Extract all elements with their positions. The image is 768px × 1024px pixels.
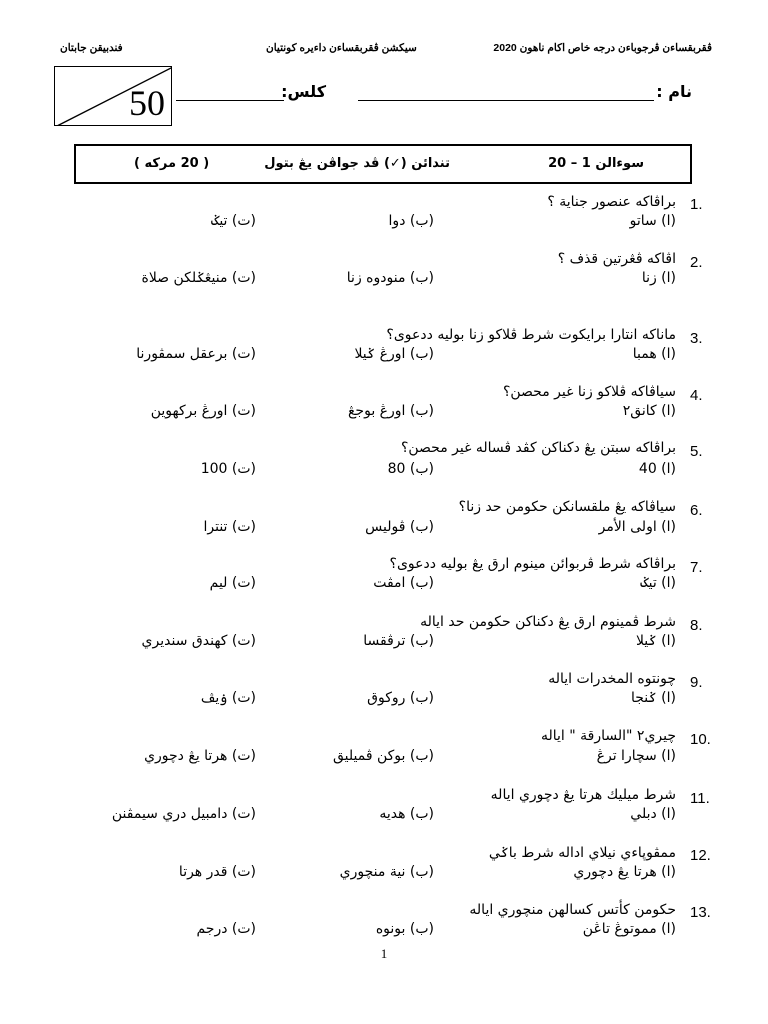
- question-number: 5.: [690, 443, 703, 460]
- question-number: 10.: [690, 731, 711, 748]
- question-text: اڤاکه ڤڠرتين قذف ؟: [557, 251, 676, 267]
- score-box: [54, 66, 172, 126]
- option-b[interactable]: (ب) بونوه: [375, 921, 434, 937]
- section-instruction: تندائن (✓) ڤد جواڤن يڠ بتول: [264, 156, 450, 171]
- question-text: حکومن کأتس کسالهن منچوري اياله: [469, 902, 676, 918]
- question-number: 6.: [690, 502, 703, 519]
- name-label: نام :: [656, 82, 692, 101]
- option-t[interactable]: (ت) ۏيڤ: [200, 690, 256, 706]
- header-section-name: سيكشن ڤقربقساءن داءيره کونتيان: [266, 42, 417, 54]
- question-number: 12.: [690, 847, 711, 864]
- option-t[interactable]: (ت) ليم: [209, 575, 256, 591]
- question-text: چونتوه المخدرات اياله: [548, 671, 676, 687]
- option-b[interactable]: (ب) بوکن ڤميليق: [332, 748, 434, 764]
- question-text: ماناکه انتارا برايکوت شرط ڤلاکو زنا بوليه ددعوى؟: [386, 327, 676, 343]
- question-number: 7.: [690, 559, 703, 576]
- question-text: براڤاکه سبتن يڠ دکناکن کڤد ڤساله غير محصن؟: [400, 440, 676, 456]
- option-a[interactable]: (ا) هرتا يڠ دچوري: [573, 864, 676, 880]
- option-a[interactable]: (ا) زنا: [641, 270, 676, 286]
- question-text: چيري٢ "السارقة " اياله: [540, 728, 676, 744]
- option-t[interactable]: (ت) دامبيل دري سيمڤنن: [111, 806, 256, 822]
- question-number: 1.: [690, 196, 703, 213]
- name-field[interactable]: [358, 100, 654, 101]
- option-b[interactable]: (ب) نية منچوري: [339, 864, 434, 880]
- option-a[interactable]: (ا) اولى الأمر: [598, 519, 676, 535]
- option-b[interactable]: (ب) ترڤقسا: [363, 633, 434, 649]
- option-t[interactable]: (ت) برعقل سمڤورنا: [136, 346, 256, 362]
- header-exam-title: ڤقربقساءن ڤرجوباءن درجه خاص اكام ناهون 2020: [493, 42, 712, 54]
- question-text: شرط ڤمينوم ارق يڠ دکناکن حکومن حد اياله: [420, 614, 676, 630]
- question-number: 4.: [690, 387, 703, 404]
- option-a[interactable]: (ا) ساتو: [629, 213, 676, 229]
- class-field[interactable]: [176, 100, 284, 101]
- option-b[interactable]: (ب) 80: [387, 461, 434, 477]
- option-b[interactable]: (ب) دوا: [388, 213, 434, 229]
- option-t[interactable]: (ت) منيڠݢلکن صلاة: [141, 270, 256, 286]
- option-t[interactable]: (ت) اورڠ برکهوين: [150, 403, 256, 419]
- option-t[interactable]: (ت) قدر هرتا: [178, 864, 256, 880]
- question-number: 3.: [690, 330, 703, 347]
- page-number: 1: [380, 946, 388, 961]
- option-t[interactable]: (ت) 100: [200, 461, 256, 477]
- option-t[interactable]: (ت) درجم: [196, 921, 256, 937]
- section-questions-label: سوءالن 1 – 20: [548, 156, 644, 171]
- question-number: 2.: [690, 254, 703, 271]
- option-b[interactable]: (ب) روکوق: [367, 690, 434, 706]
- class-label: كلس:: [281, 82, 326, 101]
- option-t[interactable]: (ت) تيݢ: [211, 213, 256, 229]
- question-number: 13.: [690, 904, 711, 921]
- option-t[interactable]: (ت) هرتا يڠ دچوري: [144, 748, 256, 764]
- option-b[interactable]: (ب) امڤت: [373, 575, 434, 591]
- option-a[interactable]: (ا) ݢنجا: [631, 690, 676, 706]
- question-text: براڤاکه عنصور جناية ؟: [547, 194, 676, 210]
- question-text: سياڤاکه يڠ ملقسانکن حکومن حد زنا؟: [458, 499, 676, 515]
- question-text: براڤاکه شرط ڤربوائن مينوم ارق يڠ بوليه ددعوى؟: [389, 556, 676, 572]
- option-b[interactable]: (ب) هديه: [379, 806, 434, 822]
- option-a[interactable]: (ا) همبا: [632, 346, 676, 362]
- option-t[interactable]: (ت) کهندق سنديري: [141, 633, 256, 649]
- option-a[interactable]: (ا) ݢيلا: [635, 633, 676, 649]
- option-a[interactable]: (ا) تيݢ: [640, 575, 676, 591]
- option-b[interactable]: (ب) اورڠ ݢيلا: [354, 346, 434, 362]
- section-marks: ( 20 مرکه ): [134, 156, 210, 171]
- option-b[interactable]: (ب) اورڠ بوجڠ: [347, 403, 434, 419]
- option-b[interactable]: (ب) منودوه زنا: [346, 270, 434, 286]
- option-t[interactable]: (ت) تنترا: [203, 519, 256, 535]
- question-number: 9.: [690, 674, 703, 691]
- option-a[interactable]: (ا) سچارا ترڠ: [596, 748, 676, 764]
- header-school-name: فندبيقن جابتان: [60, 42, 123, 54]
- option-a[interactable]: (ا) مموتوڠ تاڠن: [582, 921, 676, 937]
- option-a[interactable]: (ا) دبلي: [630, 806, 676, 822]
- total-score: 50: [129, 83, 165, 123]
- option-a[interactable]: (ا) 40: [638, 461, 676, 477]
- section-header-box: [74, 144, 692, 184]
- question-text: ممڤوڽاءي نيلاي اداله شرط باݢي: [488, 845, 676, 861]
- question-number: 11.: [690, 790, 710, 807]
- option-a[interactable]: (ا) کانق٢: [622, 403, 676, 419]
- question-number: 8.: [690, 617, 703, 634]
- question-text: شرط ميليك هرتا يڠ دچوري اياله: [490, 787, 676, 803]
- option-b[interactable]: (ب) ڤوليس: [365, 519, 434, 535]
- question-text: سياڤاکه ڤلاکو زنا غير محصن؟: [502, 384, 676, 400]
